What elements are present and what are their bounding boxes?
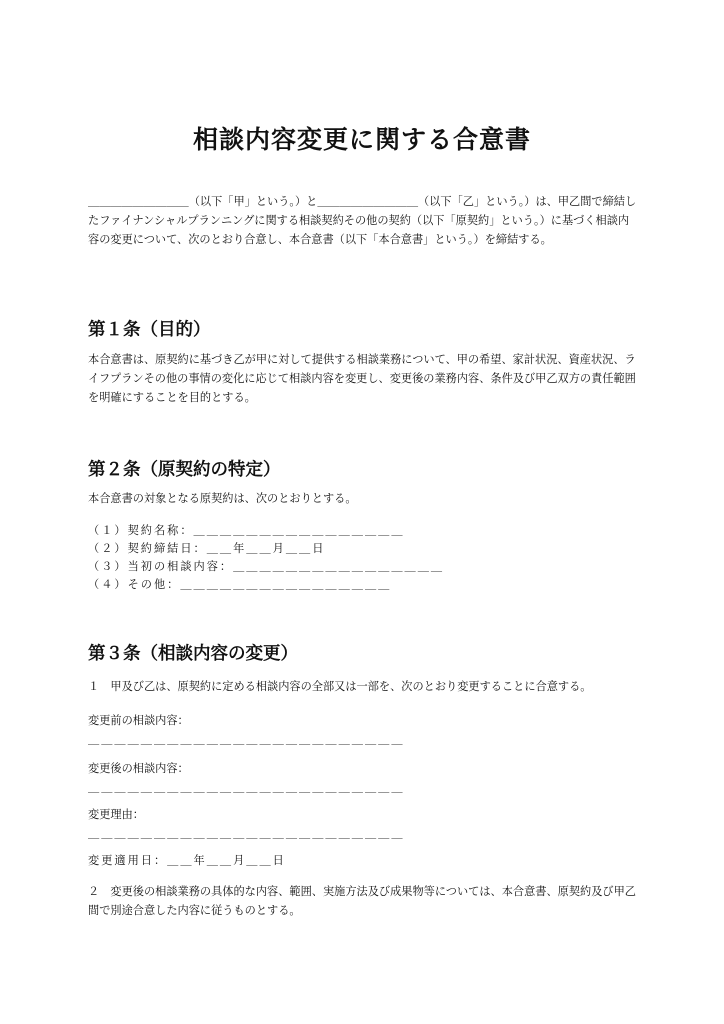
article-1-body: 本合意書は、原契約に基づき乙が甲に対して提供する相談業務について、甲の希望、家計状況、資産状況、ライフプランその他の事情の変化に応じて相談内容を変更し、変更後の業務内容、条件及び甲乙双方の責任範囲を明確にすることを目的とする。 (88, 353, 636, 404)
article-2-item-initial-content: （３）当初の相談内容：＿＿＿＿＿＿＿＿＿＿＿＿＿＿＿＿ (88, 560, 445, 573)
article-1-heading: 第１条（目的） (88, 320, 211, 340)
effective-date: 変更適用日：＿＿年＿＿月＿＿日 (88, 854, 286, 867)
before-content-label: 変更前の相談内容： (88, 714, 189, 727)
article-2-item-contract-date: （２）契約締結日：＿＿年＿＿月＿＿日 (88, 542, 326, 555)
after-content-label: 変更後の相談内容： (88, 762, 189, 775)
article-2-item-contract-name: （１）契約名称：＿＿＿＿＿＿＿＿＿＿＿＿＿＿＿＿ (88, 524, 405, 537)
change-reason-blank: ＿＿＿＿＿＿＿＿＿＿＿＿＿＿＿＿＿＿＿＿＿＿＿＿ (88, 827, 405, 840)
article-3-heading: 第３条（相談内容の変更） (88, 644, 298, 664)
article-3-clause-2: ２ 変更後の相談業務の具体的な内容、範囲、実施方法及び成果物等については、本合意書、原契約及び甲乙間で別途合意した内容に従うものとする。 (88, 885, 636, 917)
preamble-paragraph: ＿＿＿＿＿＿＿＿＿（以下「甲」という。）と＿＿＿＿＿＿＿＿＿（以下「乙」という。）は、甲乙間で締結したファイナンシャルプランニングに関する相談契約その他の契約（以下「原契約」という。）に基づく相談内容の変更について、次のとおり合意し、本合意書（以下「本合意書」という。）を締結する。 (88, 195, 637, 246)
article-2-intro: 本合意書の対象となる原契約は、次のとおりとする。 (88, 492, 357, 505)
after-content-blank: ＿＿＿＿＿＿＿＿＿＿＿＿＿＿＿＿＿＿＿＿＿＿＿＿ (88, 781, 405, 794)
article-3-clause-1: １ 甲及び乙は、原契約に定める相談内容の全部又は一部を、次のとおり変更することに合意する。 (88, 680, 592, 693)
change-reason-label: 変更理由： (88, 808, 144, 821)
document-title: 相談内容変更に関する合意書 (192, 125, 531, 154)
article-2-item-other: （４）その他：＿＿＿＿＿＿＿＿＿＿＿＿＿＿＿＿ (88, 578, 392, 591)
before-content-blank: ＿＿＿＿＿＿＿＿＿＿＿＿＿＿＿＿＿＿＿＿＿＿＿＿ (88, 733, 405, 746)
article-2-heading: 第２条（原契約の特定） (88, 460, 281, 480)
